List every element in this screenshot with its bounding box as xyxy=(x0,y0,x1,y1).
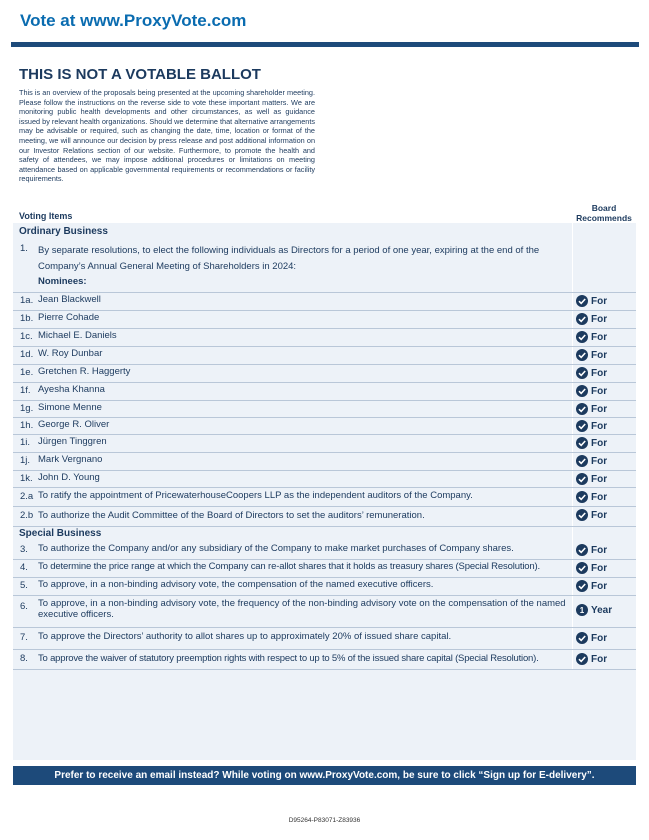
nominee-number: 1j. xyxy=(20,455,31,466)
check-icon xyxy=(576,367,588,379)
proposal-text: By separate resolutions, to elect the following individuals as Directors for a period of one year, expiring at the end of the Company’s Annual General Meeting of Shareholders in 2024: xyxy=(38,245,540,272)
recommendation-label: Year xyxy=(591,604,613,616)
recommendation-label: For xyxy=(591,509,608,521)
proposal-text: To approve the Directors’ authority to allot shares up to approximately 20% of issued share capital. xyxy=(38,631,452,642)
nominee-name: Ayesha Khanna xyxy=(38,384,105,395)
header-rule xyxy=(11,42,639,47)
nominee-name: Jean Blackwell xyxy=(38,294,101,305)
check-icon xyxy=(576,544,588,556)
recommendation xyxy=(576,580,607,592)
proposal-number: 7. xyxy=(20,632,28,643)
proposal-row xyxy=(13,487,636,507)
check-icon xyxy=(576,580,588,592)
recommendation-label: For xyxy=(591,403,608,415)
check-icon xyxy=(576,331,588,343)
proposal-row xyxy=(13,649,636,670)
proposal-row xyxy=(13,627,636,650)
proposal-text: To determine the price range at which the Company can re-allot shares that it holds as treasury shares (Special Resolution). xyxy=(38,561,541,572)
proposal-number: 2.a xyxy=(20,491,34,502)
recommendation-label: For xyxy=(591,331,608,343)
proposal-number: 3. xyxy=(20,544,28,555)
recommendation xyxy=(576,403,607,415)
voting-items-header: Voting Items xyxy=(19,211,73,221)
proposal-row xyxy=(13,577,636,596)
check-icon xyxy=(576,420,588,432)
nominee-number: 1c. xyxy=(20,331,33,342)
recommendation-label: For xyxy=(591,437,608,449)
nominee-number: 1b. xyxy=(20,313,34,324)
nominee-name: George R. Oliver xyxy=(38,419,110,430)
recommendation xyxy=(576,653,607,665)
recommendation xyxy=(576,544,607,556)
nominee-name: Michael E. Daniels xyxy=(38,330,117,341)
nominee-number: 1f. xyxy=(20,385,31,396)
nominee-row xyxy=(13,417,636,435)
nominee-row xyxy=(13,382,636,401)
nominee-row xyxy=(13,310,636,329)
recommendation xyxy=(576,349,607,361)
recommendation-label: For xyxy=(591,473,608,485)
recommendation-label: For xyxy=(591,562,608,574)
recommendation xyxy=(576,331,607,343)
nominee-name: Gretchen R. Haggerty xyxy=(38,366,131,377)
check-icon xyxy=(576,295,588,307)
proposal-text: To authorize the Audit Committee of the Board of Directors to set the auditors’ remuneration. xyxy=(38,510,425,521)
proposal-row xyxy=(13,541,636,560)
nominee-row xyxy=(13,470,636,488)
check-icon xyxy=(576,313,588,325)
check-icon xyxy=(576,632,588,644)
recommendation-label: For xyxy=(591,580,608,592)
check-icon xyxy=(576,437,588,449)
recommendation-label: For xyxy=(591,420,608,432)
recommendation xyxy=(576,632,607,644)
nominee-row xyxy=(13,452,636,471)
nominee-name: John D. Young xyxy=(38,472,100,483)
number-one-icon: 1 xyxy=(576,604,588,616)
intro-text: This is an overview of the proposals being presented at the upcoming shareholder meeting. Please follow the instructions on the reverse side to vote these important matters. We are monitoring public health developments and other circumstances, as well as guidance issued by relevant health organizations. Should we determine that alternative arrangements may be advisable or required, such as changing the date, time, location or format of the meeting, we will announce our decision by press release and post additional information on our Investor Relations section of our website. Furthermore, to promote the health and safety of attendees, we may impose additional procedures or limitations on meeting attendance based on applicable governmental requirements or recommendations or facility requirements. xyxy=(19,88,315,184)
nominee-number: 1h. xyxy=(20,420,34,431)
recommendation xyxy=(576,509,607,521)
check-icon xyxy=(576,473,588,485)
proposal-number: 2.b xyxy=(20,510,34,521)
nominee-row xyxy=(13,364,636,383)
proposal-row xyxy=(13,559,636,578)
nominee-name: Pierre Cohade xyxy=(38,312,100,323)
recommendation-label: For xyxy=(591,455,608,467)
proposal-number: 6. xyxy=(20,601,28,612)
nominee-number: 1k. xyxy=(20,473,33,484)
proposal-text: To authorize the Company and/or any subsidiary of the Company to make market purchases of Company shares. xyxy=(38,543,514,554)
check-icon xyxy=(576,562,588,574)
document-code: D95264-P83071-Z83936 xyxy=(288,817,361,824)
nominee-name: W. Roy Dunbar xyxy=(38,348,103,359)
nominee-number: 1g. xyxy=(20,403,34,414)
recommendation-label: For xyxy=(591,367,608,379)
proposal-number: 5. xyxy=(20,580,28,591)
recommendation xyxy=(576,455,607,467)
check-icon xyxy=(576,455,588,467)
recommendation-label: For xyxy=(591,385,608,397)
proposal-text: To approve, in a non-binding advisory vote, the frequency of the non-binding advisory vote on the compensation of the named executive officers. xyxy=(38,598,566,620)
recommendation xyxy=(576,420,607,432)
nominee-row xyxy=(13,400,636,418)
ordinary-business-heading: Ordinary Business xyxy=(19,226,108,237)
recommendation xyxy=(576,437,607,449)
recommendation xyxy=(576,562,607,574)
recommendation xyxy=(576,313,607,325)
check-icon xyxy=(576,491,588,503)
check-icon xyxy=(576,349,588,361)
ballot-title: THIS IS NOT A VOTABLE BALLOT xyxy=(19,66,261,83)
board-recommends-header: Board Recommends xyxy=(576,203,632,223)
recommendation xyxy=(576,491,607,503)
recommendation-label: For xyxy=(591,544,608,556)
nominee-row xyxy=(13,328,636,347)
check-icon xyxy=(576,509,588,521)
nominee-row xyxy=(13,346,636,365)
recommendation xyxy=(576,385,607,397)
proposal-number: 8. xyxy=(20,653,28,664)
proposal-text: To approve, in a non-binding advisory vote, the compensation of the named executive officers. xyxy=(38,579,434,590)
nominee-number: 1e. xyxy=(20,367,34,378)
nominee-number: 1d. xyxy=(20,349,34,360)
check-icon xyxy=(576,403,588,415)
recommendation-label: For xyxy=(591,653,608,665)
recommendation-label: For xyxy=(591,295,608,307)
header-title: Vote at www.ProxyVote.com xyxy=(20,11,247,30)
proposal-1-row xyxy=(13,240,636,293)
nominee-number: 1a. xyxy=(20,295,34,306)
nominee-row xyxy=(13,292,636,311)
proposal-row xyxy=(13,595,636,628)
nominee-name: Simone Menne xyxy=(38,402,102,413)
proposal-number: 1. xyxy=(20,243,28,254)
recommendation xyxy=(576,473,607,485)
recommendation xyxy=(576,295,607,307)
special-business-heading: Special Business xyxy=(19,528,102,539)
recommendation-label: For xyxy=(591,632,608,644)
nominee-name: Jürgen Tinggren xyxy=(38,436,107,447)
recommendation xyxy=(576,367,607,379)
nominee-number: 1i. xyxy=(20,437,31,448)
check-icon xyxy=(576,385,588,397)
recommendation xyxy=(576,604,612,616)
recommendation-label: For xyxy=(591,491,608,503)
nominee-name: Mark Vergnano xyxy=(38,454,103,465)
e-delivery-banner: Prefer to receive an email instead? While voting on www.ProxyVote.com, be sure to click “Sign up for E-delivery”. xyxy=(13,766,636,785)
recommendation-label: For xyxy=(591,313,608,325)
nominees-label: Nominees: xyxy=(38,276,87,287)
proposal-row xyxy=(13,506,636,527)
proposal-number: 4. xyxy=(20,562,28,573)
nominee-row xyxy=(13,434,636,453)
proposal-text: To approve the waiver of statutory preemption rights with respect to up to 5% of the issued share capital (Special Resolution). xyxy=(38,653,539,664)
header xyxy=(0,0,649,48)
check-icon xyxy=(576,653,588,665)
recommendation-label: For xyxy=(591,349,608,361)
proposal-text: To ratify the appointment of PricewaterhouseCoopers LLP as the independent auditors of the Company. xyxy=(38,490,473,501)
